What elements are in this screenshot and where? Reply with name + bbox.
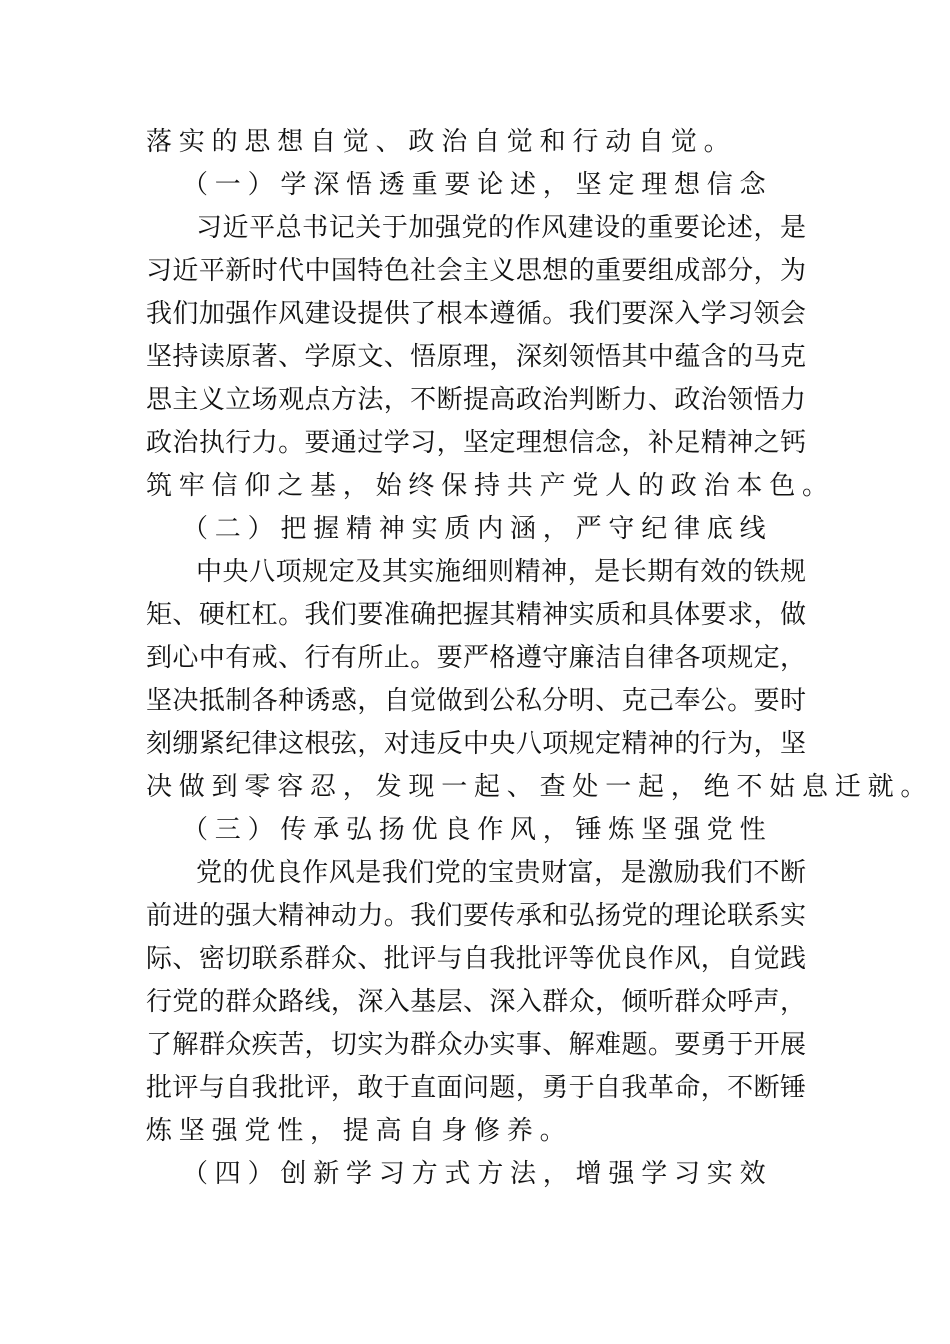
text-line: 坚决抵制各种诱惑，自觉做到公私分明、克己奉公。要时 <box>146 686 806 716</box>
paragraph <box>146 121 806 164</box>
text-line: 际、密切联系群众、批评与自我批评等优良作风，自觉践 <box>146 944 806 974</box>
text-line: 习近平总书记关于加强党的作风建设的重要论述，是 <box>196 213 806 243</box>
text-line: （四）创新学习方式方法，增强学习实效 <box>182 1159 773 1189</box>
text-line: 行党的群众路线，深入基层、深入群众，倾听群众呼声， <box>146 987 806 1017</box>
paragraph <box>146 852 806 1153</box>
text-line: 了解群众疾苦，切实为群众办实事、解难题。要勇于开展 <box>146 1030 806 1060</box>
section-heading <box>146 1153 806 1196</box>
text-line: 习近平新时代中国特色社会主义思想的重要组成部分，为 <box>146 256 806 286</box>
text-line: 坚持读原著、学原文、悟原理，深刻领悟其中蕴含的马克 <box>146 342 806 372</box>
text-line: （三）传承弘扬优良作风，锤炼坚强党性 <box>182 815 773 845</box>
text-line: 我们加强作风建设提供了根本遵循。我们要深入学习领会 <box>146 299 806 329</box>
section-heading <box>146 508 806 551</box>
text-line: 炼坚强党性，提高自身修养。 <box>146 1116 573 1146</box>
text-line: 中央八项规定及其实施细则精神，是长期有效的铁规 <box>196 557 806 587</box>
text-line: 落实的思想自觉、政治自觉和行动自觉。 <box>146 127 737 157</box>
section-heading <box>146 809 806 852</box>
text-line: （一）学深悟透重要论述，坚定理想信念 <box>182 170 773 200</box>
text-line: 党的优良作风是我们党的宝贵财富，是激励我们不断 <box>196 858 806 888</box>
text-line: 到心中有戒、行有所止。要严格遵守廉洁自律各项规定， <box>146 643 806 673</box>
text-line: 思主义立场观点方法，不断提高政治判断力、政治领悟力 <box>146 385 806 415</box>
text-line: 前进的强大精神动力。我们要传承和弘扬党的理论联系实 <box>146 901 806 931</box>
document-page <box>146 121 934 1196</box>
paragraph <box>146 207 835 508</box>
paragraph <box>146 551 934 809</box>
text-line: 政治执行力。要通过学习，坚定理想信念，补足精神之钙 <box>146 428 806 458</box>
text-line: 刻绷紧纪律这根弦，对违反中央八项规定精神的行为，坚 <box>146 729 806 759</box>
text-line: 筑牢信仰之基，始终保持共产党人的政治本色。 <box>146 471 835 501</box>
text-line: （二）把握精神实质内涵，严守纪律底线 <box>182 514 773 544</box>
text-line: 决做到零容忍，发现一起、查处一起，绝不姑息迁就。 <box>146 772 934 802</box>
text-line: 矩、硬杠杠。我们要准确把握其精神实质和具体要求，做 <box>146 600 806 630</box>
section-heading <box>146 164 806 207</box>
text-line: 批评与自我批评，敢于直面问题，勇于自我革命，不断锤 <box>146 1073 806 1103</box>
